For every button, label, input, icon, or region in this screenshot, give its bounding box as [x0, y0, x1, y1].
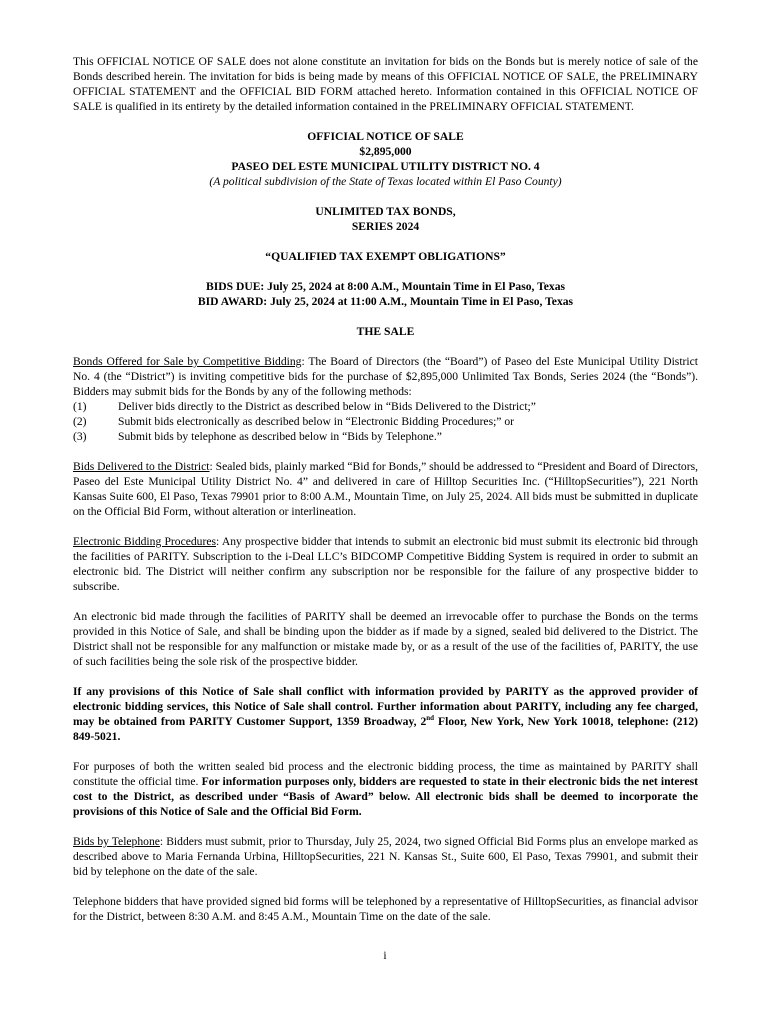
page-number: i — [383, 949, 387, 962]
qualified-title — [73, 249, 698, 264]
bids-due: BIDS DUE: July 25, 2024 at 8:00 A.M., Mountain Time in El Paso, Texas — [205, 280, 566, 293]
title-block — [73, 129, 698, 189]
notice-title: OFFICIAL NOTICE OF SALE — [307, 130, 464, 143]
bonds-offered-paragraph — [73, 354, 698, 399]
bonds-title-line2: SERIES 2024 — [351, 220, 420, 233]
issuer-name: PASEO DEL ESTE MUNICIPAL UTILITY DISTRICT NO. 4 — [231, 160, 540, 173]
electronic-offer-paragraph: An electronic bid made through the facilities of PARITY shall be deemed an irrevocable offer to purchase the Bonds on the terms provided in this Notice of Sale, and shall be binding upon the bidder as if made by a signed, sealed bid delivered to the District. The District shall not be responsible for any malfunction or mistake made by, or as a result of the use of the facilities of, PARITY, the use of such facilities being the sole risk of the prospective bidder. — [73, 610, 698, 668]
bonds-offered-heading: Bonds Offered for Sale by Competitive Bidding — [73, 355, 302, 368]
ordinal-suffix: nd — [426, 714, 435, 723]
bid-award: BID AWARD: July 25, 2024 at 11:00 A.M., Mountain Time in El Paso, Texas — [197, 295, 574, 308]
telephone-bidders-paragraph: Telephone bidders that have provided signed bid forms will be telephoned by a representative of HilltopSecurities, as financial advisor for the District, between 8:30 A.M. and 8:45 A.M., Mountain Time on the date of the sale. — [73, 895, 698, 923]
list-item-text: Submit bids by telephone as described below in “Bids by Telephone.” — [118, 430, 442, 443]
section-heading: THE SALE — [356, 325, 415, 338]
qualified-obligations: “QUALIFIED TAX EXEMPT OBLIGATIONS” — [265, 250, 506, 263]
bond-amount: $2,895,000 — [359, 145, 412, 158]
bid-methods-list — [73, 399, 698, 444]
bids-delivered-heading: Bids Delivered to the District — [73, 460, 210, 473]
list-item — [73, 399, 698, 414]
parity-conflict-paragraph — [73, 684, 698, 744]
electronic-bidding-text: : Any prospective bidder that intends to submit an electronic bid must submit its electronic bid through the facilities of PARITY. Subscription to the i-Deal LLC’s BIDCOMP Competitive Bidding System is required in order to submit an electronic bid. The District will neither confirm any subscription nor be responsible for the failure of any prospective bidder to subscribe. — [73, 535, 698, 593]
list-item-number: (3) — [73, 430, 87, 443]
bids-telephone-heading: Bids by Telephone — [73, 835, 160, 848]
parity-conflict-text: If any provisions of this Notice of Sale shall conflict with information provided by PARITY as the approved provider of electronic bidding services, this Notice of Sale shall control. Further information about PARITY, including any fee charged, may be obtained from PARITY Customer Support, 1359 Broadway, 2 — [73, 685, 698, 728]
bonds-title-line1: UNLIMITED TAX BONDS, — [315, 205, 456, 218]
section-heading-block — [73, 324, 698, 339]
bids-telephone-paragraph — [73, 834, 698, 879]
bonds-offered-text: : The Board of Directors (the “Board”) of Paseo del Este Municipal Utility District No. 4 (the “District”) is inviting competitive bids for the purchase of $2,895,000 Unlimited Tax Bonds, Series 2024 (the “Bonds”). Bidders may submit bids for the Bonds by any of the following methods: — [73, 355, 698, 398]
purposes-text: For purposes of both the written sealed bid process and the electronic bidding process, the time as maintained by PARITY shall constitute the official time. — [73, 760, 698, 788]
purposes-bold-text: For information purposes only, bidders are requested to state in their electronic bids the net interest cost to the District, as described under “Basis of Award” below. All electronic bids shall be deemed to incorporate the provisions of this Notice of Sale and the Official Bid Form. — [73, 775, 698, 818]
bids-telephone-text: : Bidders must submit, prior to Thursday, July 25, 2024, two signed Official Bid Forms plus an envelope marked as described above to Maria Fernanda Urbina, HilltopSecurities, 221 N. Kansas St., Suite 600, El Paso, Texas 79901, and submit their bid by telephone on the date of the sale. — [73, 835, 699, 878]
electronic-bidding-heading: Electronic Bidding Procedures — [73, 535, 216, 548]
list-item-number: (1) — [73, 400, 87, 413]
bids-delivered-text: : Sealed bids, plainly marked “Bid for Bonds,” should be addressed to “President and Board of Directors, Paseo del Este Municipal Utility District No. 4” and delivered in care of Hilltop Securities Inc. (“HilltopSecurities”), 221 North Kansas Suite 600, El Paso, Texas 79901 prior to 8:00 A.M., Mountain Time, on July 25, 2024. All bids must be submitted in duplicate on the Official Bid Form, without alteration or interlineation. — [73, 460, 698, 518]
bids-delivered-paragraph — [73, 459, 698, 519]
parity-conflict-text-end: Floor, New York, New York 10018, telephone: (212) 849-5021. — [73, 715, 698, 743]
list-item-text: Deliver bids directly to the District as described below in “Bids Delivered to the District;” — [118, 400, 536, 413]
issuer-subtitle: (A political subdivision of the State of Texas located within El Paso County) — [209, 175, 562, 188]
electronic-bidding-paragraph — [73, 534, 698, 594]
list-item-number: (2) — [73, 415, 87, 428]
intro-paragraph: This OFFICIAL NOTICE OF SALE does not alone constitute an invitation for bids on the Bonds but is merely notice of sale of the Bonds described herein. The invitation for bids is being made by means of this OFFICIAL NOTICE OF SALE, the PRELIMINARY OFFICIAL STATEMENT and the OFFICIAL BID FORM attached hereto. Information contained in this OFFICIAL NOTICE OF SALE is qualified in its entirety by the detailed information contained in the PRELIMINARY OFFICIAL STATEMENT. — [73, 55, 698, 113]
list-item — [73, 429, 698, 444]
dates-block — [73, 279, 698, 309]
bonds-title — [73, 204, 698, 234]
list-item — [73, 414, 698, 429]
list-item-text: Submit bids electronically as described below in “Electronic Bidding Procedures;” or — [118, 415, 515, 428]
purposes-paragraph — [73, 759, 698, 819]
